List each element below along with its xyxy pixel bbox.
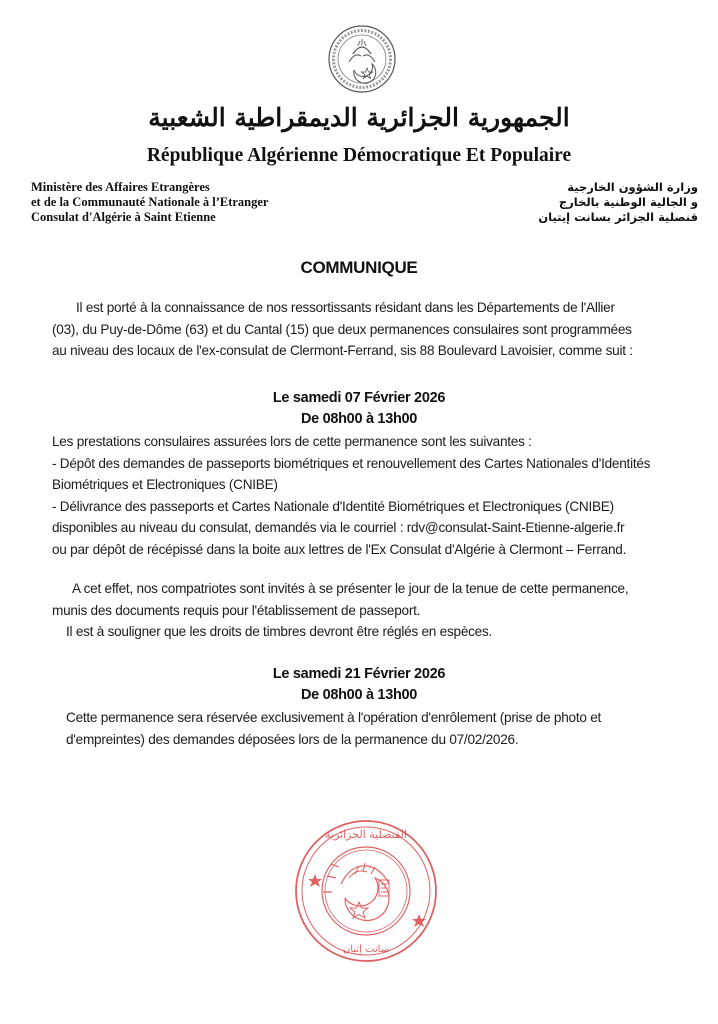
session2-description	[52, 707, 682, 750]
services-intro-line: Les prestations consulaires assurées lors de cette permanence sont les suivantes :	[52, 434, 532, 449]
session1-services	[52, 431, 682, 560]
intro-line: (03), du Puy-de-Dôme (63) et du Cantal (15) que deux permanences consulaires sont programmées	[52, 321, 632, 337]
service-item-line: Biométriques et Electroniques (CNIBE)	[52, 477, 278, 492]
notice-line: Il est à souligner que les droits de timbres devront être réglés en espèces.	[66, 624, 493, 639]
session2-line: d'empreintes) des demandes déposées lors de la permanence du 07/02/2026.	[66, 731, 519, 747]
svg-text:القنصلية الجزائرية: القنصلية الجزائرية	[325, 828, 407, 841]
ministry-header-ar	[538, 180, 698, 225]
ministry-line: Ministère des Affaires Etrangères	[31, 180, 210, 194]
algeria-national-emblem-icon	[327, 24, 397, 94]
session2-date: Le samedi 21 Février 2026	[272, 666, 446, 682]
ministry-header-fr	[31, 180, 268, 225]
session1-hours: De 08h00 à 13h00	[300, 411, 418, 427]
consulate-line: Consulat d'Algérie à Saint Etienne	[31, 210, 216, 224]
notice-line: A cet effet, nos compatriotes sont invités à se présenter le jour de la tenue de cette permanence,	[72, 581, 629, 596]
ministry-line-ar: وزارة الشؤون الخارجية	[567, 180, 698, 194]
service-item-line: - Dépôt des demandes de passeports biométriques et renouvellement des Cartes Nationales d'Identités	[52, 455, 651, 471]
french-republic-title: République Algérienne Démocratique Et Populaire	[146, 145, 572, 166]
notice-paragraph	[52, 578, 682, 643]
consulate-seal-stamp-icon	[293, 818, 439, 964]
session2-line: Cette permanence sera réservée exclusivement à l'opération d'enrôlement (prise de photo et	[66, 710, 602, 725]
service-email-line: disponibles au niveau du consulat, demandés via le courriel : rdv@consulat-Saint-Etienne-algerie.fr	[52, 520, 625, 535]
intro-line: Il est porté à la connaissance de nos ressortissants résidant dans les Départements de l'Allier	[76, 300, 615, 315]
service-item-line: ou par dépôt de récépissé dans la boite aux lettres de l'Ex Consulat d'Algérie à Clermont – Ferrand.	[52, 541, 627, 557]
svg-text:سانت إتيان: سانت إتيان	[342, 944, 390, 955]
intro-paragraph	[52, 297, 682, 362]
community-line: et de la Communauté Nationale à l’Etranger	[31, 195, 269, 209]
intro-line: au niveau des locaux de l'ex-consulat de Clermont-Ferrand, sis 88 Boulevard Lavoisier, comme suit :	[52, 343, 633, 358]
session1-date: Le samedi 07 Février 2026	[272, 390, 446, 406]
community-line-ar: و الجالية الوطنية بالخارج	[558, 195, 698, 209]
consulate-line-ar: قنصلية الجزائر بسانت إيتيان	[538, 210, 698, 224]
session2-hours: De 08h00 à 13h00	[300, 687, 418, 703]
arabic-republic-title: الجمهورية الجزائرية الديمقراطية الشعبية	[148, 103, 570, 132]
document-heading: COMMUNIQUE	[300, 258, 418, 277]
service-item-line: - Délivrance des passeports et Cartes Nationale d'Identité Biométriques et Electroniques (CNIBE)	[52, 498, 614, 514]
notice-line: munis des documents requis pour l'établissement de passeport.	[52, 602, 421, 618]
